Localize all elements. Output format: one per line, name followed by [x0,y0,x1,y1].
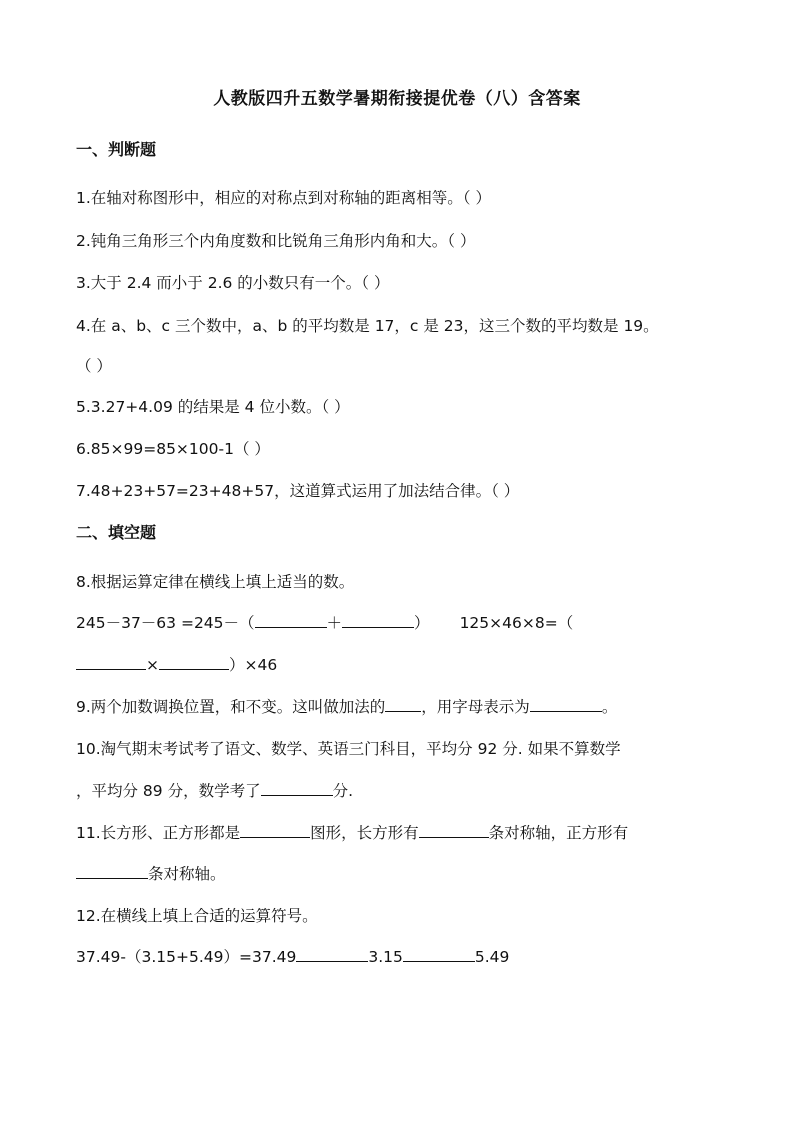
answer-blank[interactable] [261,780,333,796]
answer-blank[interactable] [296,946,368,962]
q11-text-mid1: 图形，长方形有 [310,824,419,842]
q9-text-end: 。 [601,698,618,716]
answer-blank[interactable] [159,654,229,670]
question-8-equations [76,611,573,633]
q8a-prefix: 245－37－63 =245－（ [76,614,255,632]
question-12-equation [76,945,509,967]
q8a-plus: ＋ [326,614,343,632]
q11-text: 11.长方形、正方形都是 [76,824,241,842]
q12-mid: 3.15 [368,948,403,966]
q8a-suffix: ） [414,614,430,632]
question-6: 6.85×99=85×100-1（ ） [76,440,270,458]
question-12: 12.在横线上填上合适的运算符号。 [76,907,318,925]
answer-blank[interactable] [240,822,310,838]
page-title: 人教版四升五数学暑期衔接提优卷（八）含答案 [213,89,581,109]
q8c-suffix: ）×46 [229,656,278,674]
q11-text-end: 条对称轴。 [148,865,226,883]
question-4: 4.在 a、b、c 三个数中，a、b 的平均数是 17，c 是 23，这三个数的平均数是 19。 [76,317,659,335]
question-5: 5.3.27+4.09 的结果是 4 位小数。（ ） [76,398,350,416]
answer-blank[interactable] [530,696,602,712]
answer-blank[interactable] [385,696,421,712]
q10-text: ，平均分 89 分，数学考了 [76,782,261,800]
q8c-times: × [146,656,159,674]
q11-text-mid2: 条对称轴，正方形有 [488,824,629,842]
question-8-continued [76,653,277,675]
question-1: 1.在轴对称图形中，相应的对称点到对称轴的距离相等。（ ） [76,189,491,207]
question-4-bracket: （ ） [76,357,112,375]
question-10-continued [76,779,353,801]
q10-text-end: 分. [332,782,354,800]
section-heading-judgement: 一、判断题 [76,140,157,159]
answer-blank[interactable] [403,946,475,962]
q12-suffix: 5.49 [474,948,510,966]
q9-text-mid: ，用字母表示为 [421,698,530,716]
q9-text: 9.两个加数调换位置，和不变。这叫做加法的 [76,698,386,716]
answer-blank[interactable] [419,822,489,838]
q12-prefix: 37.49-（3.15+5.49）=37.49 [76,948,297,966]
question-11-continued [76,862,226,884]
question-9 [76,695,617,717]
answer-blank[interactable] [76,654,146,670]
question-11 [76,821,628,843]
answer-blank[interactable] [76,863,148,879]
question-7: 7.48+23+57=23+48+57，这道算式运用了加法结合律。（ ） [76,482,520,500]
answer-blank[interactable] [255,612,327,628]
question-3: 3.大于 2.4 而小于 2.6 的小数只有一个。（ ） [76,274,390,292]
question-2: 2.钝角三角形三个内角度数和比锐角三角形内角和大。（ ） [76,232,476,250]
q8b-prefix: 125×46×8=（ [459,614,574,632]
question-8: 8.根据运算定律在横线上填上适当的数。 [76,573,355,591]
question-10: 10.淘气期末考试考了语文、数学、英语三门科目，平均分 92 分. 如果不算数学 [76,740,621,758]
answer-blank[interactable] [342,612,414,628]
section-heading-fill-in: 二、填空题 [76,523,157,542]
